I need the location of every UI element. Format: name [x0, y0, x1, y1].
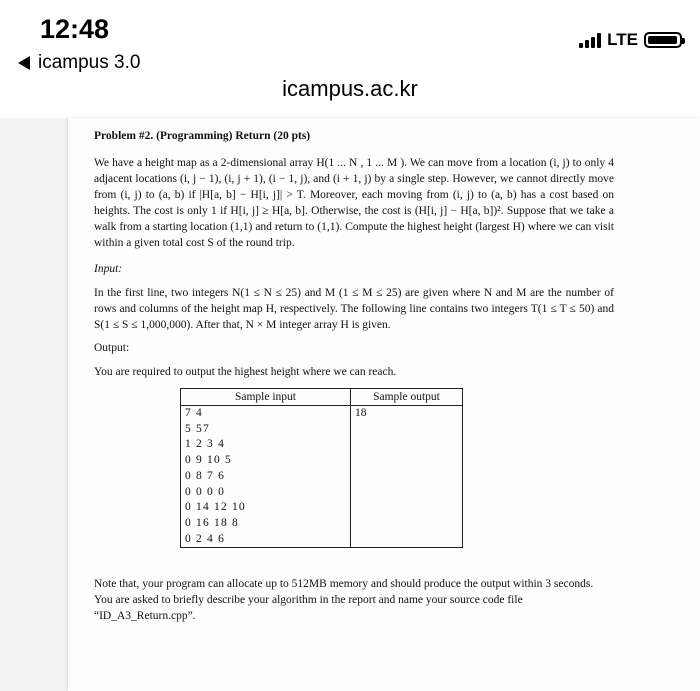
address-bar-url[interactable]: icampus.ac.kr [282, 76, 418, 101]
sample-output-header: Sample output [351, 389, 463, 406]
sample-table [180, 388, 463, 548]
sample-input-line: 1 2 3 4 [185, 438, 226, 451]
sample-input-line: 0 9 10 5 [185, 454, 232, 467]
status-bar [0, 0, 700, 73]
sample-input-line: 0 2 4 6 [185, 532, 226, 545]
status-indicators [579, 30, 682, 50]
back-to-app-button[interactable] [18, 52, 140, 74]
sample-input-line: 0 8 7 6 [185, 469, 226, 482]
problem-description: We have a height map as a 2-dimensional array H(1 ... N , 1 ... M ). We can move from a location (i, j) to only 4 adjacent locations (i, j − 1), (i, j + 1), (i − 1, j), and (i + 1, j) by a single step. However, we cannot directly move from (i, j) to (a, b) if |H[a, b] − H[i, j]| > T. Moreover, each moving from (i, j) to (a, b) has a cost based on heights. The cost is only 1 if H[i, j] ≥ H[a, b]. Otherwise, the cost is (H[i, j] − H[a, b])². Suppose that we take a walk from a starting location (1,1) and return to (1,1). Compute the highest height (largest H) where we can visit within a given total cost S of the round trip. [94, 157, 614, 249]
input-heading: Input: [94, 263, 123, 275]
network-type: LTE [607, 30, 638, 49]
battery-icon [644, 32, 682, 48]
document-content [94, 128, 614, 548]
sample-output-line: 18 [355, 407, 367, 419]
back-app-label: icampus 3.0 [38, 52, 141, 73]
document-viewer[interactable] [0, 118, 700, 691]
output-description: You are required to output the highest height where we can reach. [94, 366, 397, 378]
signal-bars-icon [579, 32, 601, 48]
sample-input-line: 7 4 [185, 407, 203, 419]
problem-title: Problem #2. (Programming) Return (20 pts) [94, 130, 311, 142]
document-page [68, 118, 700, 691]
note-paragraph: Note that, your program can allocate up to 512MB memory and should produce the output within 3 seconds. You are asked to briefly describe your algorithm in the report and name your source code file “ID_A3_Return.cpp”. [94, 578, 594, 622]
sample-input-cell [181, 406, 351, 548]
sample-output-cell [351, 406, 463, 548]
input-description: In the first line, two integers N(1 ≤ N ≤ 25) and M (1 ≤ M ≤ 25) are given where N and M are the number of rows and columns of the height map H, respectively. The following line contains two integers T(1 ≤ T ≤ 50) and S(1 ≤ S ≤ 1,000,000). After that, N × M integer array H is given. [94, 287, 614, 331]
sample-input-header: Sample input [181, 389, 351, 406]
sample-input-line: 5 57 [185, 422, 210, 435]
sample-input-line: 0 0 0 0 [185, 485, 226, 498]
sample-input-line: 0 16 18 8 [185, 516, 239, 529]
output-heading: Output: [94, 342, 130, 354]
clock: 12:48 [40, 14, 110, 44]
back-arrow-icon [18, 56, 30, 70]
sample-input-line: 0 14 12 10 [185, 501, 246, 514]
